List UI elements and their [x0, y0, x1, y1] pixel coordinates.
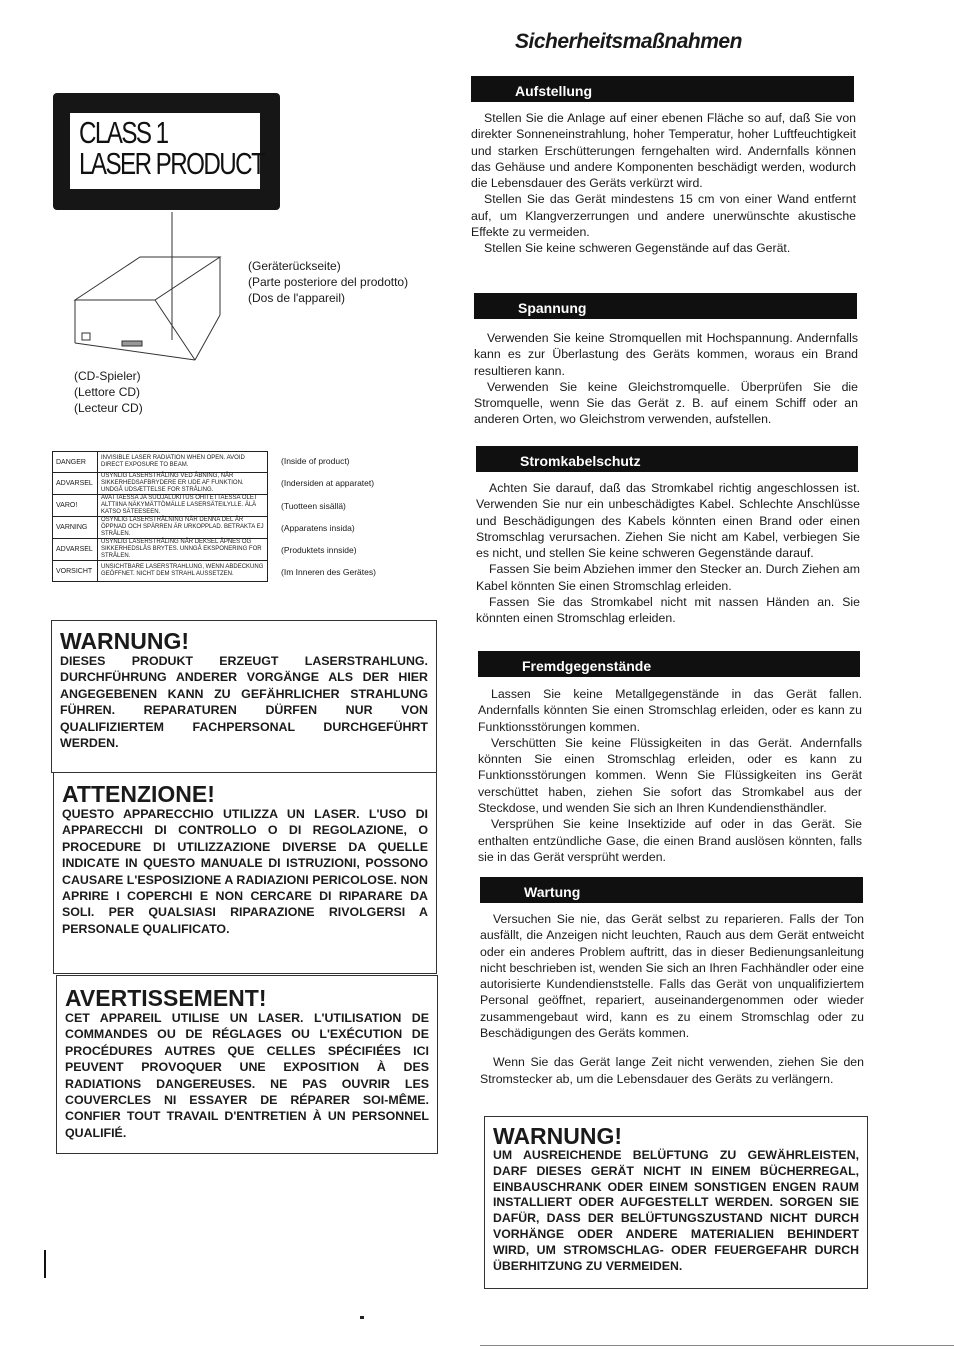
- table-location: (Im Inneren des Gerätes): [281, 567, 376, 577]
- paragraph: Achten Sie darauf, daß das Stromkabel richtig angeschlossen ist. Verwenden Sie nur ein unbeschädigtes Kabel. Schlechte Anschlüsse und Beschädigungen des Kabels könnten einen Brand oder einen Stromschlag verursachen. Ziehen Sie nicht am Kabel, verbiegen Sie es nicht, und stellen Sie keine schweren Gegenstände darauf.: [476, 481, 860, 561]
- laser-class-label: [53, 93, 280, 210]
- avertissement-heading: AVERTISSEMENT!: [65, 985, 267, 1011]
- laser-label-line1: CLASS 1: [79, 115, 168, 150]
- attenzione-box: [53, 772, 437, 974]
- warning-key: VORSICHT: [53, 561, 98, 582]
- laser-label-panel: [70, 113, 265, 189]
- paragraph: Verschütten Sie keine Flüssigkeiten in das Gerät. Andernfalls könnten Sie einen Stromschlag erleiden, oder es kann zu Funktionsstörungen kommen. Wenn Sie Flüssigkeiten ins Gerät verschüttet haben, ziehen Sie sofort das Stromkabel aus der Steckdose, und wenden Sie sich an Ihren Kundendiensthändler.: [478, 735, 862, 816]
- table-row: [53, 452, 268, 473]
- section-heading-aufstellung: Aufstellung: [471, 76, 854, 102]
- rear-label-de: (Geräterückseite): [248, 259, 341, 273]
- table-row: [53, 561, 268, 582]
- scan-dot: [360, 1316, 364, 1319]
- warning-text: INVISIBLE LASER RADIATION WHEN OPEN. AVOID DIRECT EXPOSURE TO BEAM.: [98, 452, 268, 473]
- table-location: (Tuotteen sisällä): [281, 501, 346, 511]
- section-heading-wartung: Wartung: [480, 877, 863, 903]
- rear-label: [248, 258, 408, 306]
- paragraph: Fassen Sie das Stromkabel nicht mit nassen Händen an. Sie könnten einen Stromschlag erleiden.: [476, 595, 860, 626]
- rear-label-fr: (Dos de l'appareil): [248, 291, 346, 305]
- attenzione-text: QUESTO APPARECCHIO UTILIZZA UN LASER. L'USO DI APPARECCHI DI CONTROLLO O DI REGOLAZIONE, O PROCEDURE DI UTILIZZAZIONE DIVERSE DA QUELLE INDICATE IN QUESTO MANUALE DI ISTRUZIONI, POSSONO CAUSARE L'ESPOSIZIONE A RADIAZIONI PERICOLOSE. NON APRIRE I COPERCHI E NON CERCARE DI RIPARARE DA SOLI. PER QUALSIASI RIPARAZIONE RIVOLGERSI A PERSONALE QUALIFICATO.: [62, 807, 428, 936]
- warnung-laser-text: DIESES PRODUKT ERZEUGT LASERSTRAHLUNG. DURCHFÜHRUNG ANDERER VORGÄNGE ALS DER HIER ANGEGEBENEN KANN ZU GEFÄHRLICHER STRAHLUNG FÜHREN. REPARATUREN DÜRFEN NUR VON QUALIFIZIERTEM FACHPERSONAL DURCHGEFÜHRT WERDEN.: [60, 654, 428, 751]
- table-location: (Indersiden at apparatet): [281, 478, 375, 488]
- table-location: (Apparatens insida): [281, 523, 355, 533]
- rear-label-it: (Parte posteriore del prodotto): [248, 275, 409, 289]
- paragraph: Stellen Sie das Gerät mindestens 15 cm von einer Wand entfernt auf, um Klangverzerrungen und andere unerwünschte akustische Effekte zu vermeiden.: [471, 192, 856, 240]
- laser-label-line2: LASER PRODUCT: [79, 146, 265, 181]
- cd-player-drawing: [60, 200, 260, 370]
- section-stromkabelschutz-text: [476, 480, 860, 627]
- warning-key: ADVARSEL: [53, 539, 98, 561]
- paragraph: Verwenden Sie keine Gleichstromquelle. Überprüfen Sie die Stromquelle, wenn Sie das Gerät z. B. auf einem Schiff oder an anderen Orten, wo Gleichstrom verwenden, aufstellen.: [474, 379, 858, 427]
- table-row: [53, 517, 268, 539]
- avertissement-text: CET APPAREIL UTILISE UN LASER. L'UTILISATION DE COMMANDES OU DE RÉGLAGES OU L'EXÉCUTION DE PROCÉDURES AUTRES QUE CELLES SPÉCIFIÉES ICI PEUVENT PROVOQUER UNE EXPOSITION À DES RADIATIONS DANGEREUSES. NE PAS OUVRIR LES COUVERCLES NI ESSAYER DE RÉPARER SOI-MÊME. CONFIER TOUT TRAVAIL D'ENTRETIEN À UN PERSONNEL QUALIFIÉ.: [65, 1011, 429, 1140]
- section-heading-spannung: Spannung: [474, 293, 857, 319]
- warnung-ventilation-heading: WARNUNG!: [493, 1123, 623, 1149]
- section-fremdgegenstaende-text: [478, 686, 862, 865]
- paragraph: Lassen Sie keine Metallgegenstände in das Gerät fallen. Andernfalls könnten Sie einen Stromschlag erleiden, oder es kann zu Funktionsstörungen kommen.: [478, 687, 862, 734]
- warning-label-table: [52, 451, 268, 582]
- warning-text: USYNLIG LASERSTRÅLING NÅR DEKSEL ÅPNES OG SIKKERHEDSLÅS BRYTES. UNNGÅ EKSPONERING FOR STRÅLEN.: [98, 539, 268, 561]
- paragraph: Fassen Sie beim Abziehen immer den Stecker an. Durch Ziehen am Kabel könnten Sie einen Stromschlag erleiden.: [476, 562, 860, 593]
- warnung-ventilation-box: [484, 1116, 868, 1289]
- section-wartung-text: [480, 911, 864, 1087]
- paragraph: Stellen Sie die Anlage auf einer ebenen Fläche so auf, daß Sie von direkter Sonneneinstrahlung, hoher Temperatur, hoher Luftfeuchtigkeit und starken Erschütterungen ferngehalten wird. Andernfalls können das Gehäuse und andere Komponenten beschädigt werden, wodurch die Lebensdauer des Geräts verkürzt wird.: [471, 111, 856, 191]
- warning-key: DANGER: [53, 452, 98, 473]
- page-title: Sicherheitsmaßnahmen: [515, 30, 742, 53]
- paragraph: Stellen Sie keine schweren Gegenstände auf das Gerät.: [484, 241, 791, 256]
- laser-label-text: [79, 117, 264, 179]
- scan-mark: [44, 1250, 46, 1278]
- player-label-fr: (Lecteur CD): [74, 401, 143, 415]
- table-row: [53, 473, 268, 495]
- warning-text: USYNLIG LASERSTRÅLING VED ÅBNING, NÅR SIKKERHEDSAFBRYDERE ER UDE AF FUNKTION. UNDGÅ UDSÆTTELSE FOR STRÅLING.: [98, 473, 268, 495]
- paragraph: Wenn Sie das Gerät lange Zeit nicht verwenden, ziehen Sie den Stromstecker ab, um die Lebensdauer des Geräts zu verlängern.: [480, 1055, 864, 1086]
- warnung-laser-box: [51, 620, 437, 773]
- section-heading-stromkabelschutz: Stromkabelschutz: [476, 446, 858, 472]
- paragraph: Versprühen Sie keine Insektizide auf oder in das Gerät. Sie enthalten entzündliche Gase, die einen Brand auslösen könnten, falls sie in das Gerät versprüht werden.: [478, 817, 862, 864]
- section-spannung-text: [474, 330, 858, 428]
- table-row: [53, 539, 268, 561]
- player-label-de: (CD-Spieler): [74, 369, 141, 383]
- table-row: [53, 495, 268, 517]
- warnung-ventilation-text: UM AUSREICHENDE BELÜFTUNG ZU GEWÄHRLEISTEN, DARF DIESES GERÄT NICHT IN EINEM BÜCHERREGAL, EINBAUSCHRANK ODER EINEM SONSTIGEN ENGEN RAUM INSTALLIERT ODER AUFGESTELLT WERDEN. SORGEN SIE DAFÜR, DASS DER BELÜFTUNGSZUSTAND NICHT DURCH VORHÄNGE ODER ANDERE MATERIALIEN BEHINDERT WIRD, UM STROMSCHLAG- ODER FEUERGEFAHR DURCH ÜBERHITZUNG ZU VERMEIDEN.: [493, 1148, 859, 1273]
- warning-key: VARNING: [53, 517, 98, 539]
- paragraph: Versuchen Sie nie, das Gerät selbst zu reparieren. Falls der Ton ausfällt, die Anzeigen nicht leuchten, Rauch aus dem Gerät entweicht oder ein anderes Problem auftritt, das in dieser Bedienungsanleitung nicht beschrieben ist, wenden Sie sich an Ihren Fachhändler oder eine autorisierte Kundendienststelle. Falls das Gerät von unqualifiziertem Personal geöffnet, repariert, auseinandergenommen oder wieder zusammengebaut wird, kann es zu einem Stromschlag oder zu Beschädigungen des Geräts kommen.: [480, 912, 864, 1041]
- warning-text: AVATTAESSA JA SUOJALUKITUS OHITETTAESSA OLET ALTTIINA NÄKYMÄTTÖMÄLLE LASERSÄTEILYLLE. ÄLÄ KATSO SÄTEESEEN.: [98, 495, 268, 517]
- attenzione-heading: ATTENZIONE!: [62, 781, 215, 807]
- warning-key: VARO!: [53, 495, 98, 517]
- avertissement-box: [56, 975, 438, 1154]
- section-heading-fremdgegenstaende: Fremdgegenstände: [478, 651, 860, 677]
- table-location: (Produktets innside): [281, 545, 357, 555]
- player-label-it: (Lettore CD): [74, 385, 141, 399]
- warning-text: OSYNLIG LASERSTRÅLNING NÄR DENNA DEL ÄR ÖPPNAD OCH SPÄRREN ÄR URKOPPLAD. BETRAKTA EJ STRÅLEN.: [98, 517, 268, 539]
- page-edge-line: [480, 1345, 954, 1346]
- warning-text: UNSICHTBARE LASERSTRAHLUNG, WENN ABDECKUNG GEÖFFNET. NICHT DEM STRAHL AUSSETZEN.: [98, 561, 268, 582]
- paragraph: Verwenden Sie keine Stromquellen mit Hochspannung. Andernfalls kann es zur Überlastung des Geräts kommen, woraus ein Brand resultieren kann.: [474, 331, 858, 378]
- table-location: (Inside of product): [281, 456, 350, 466]
- player-label: [74, 368, 143, 416]
- warnung-laser-heading: WARNUNG!: [60, 628, 190, 654]
- section-aufstellung-text: [471, 110, 856, 257]
- warning-key: ADVARSEL: [53, 473, 98, 495]
